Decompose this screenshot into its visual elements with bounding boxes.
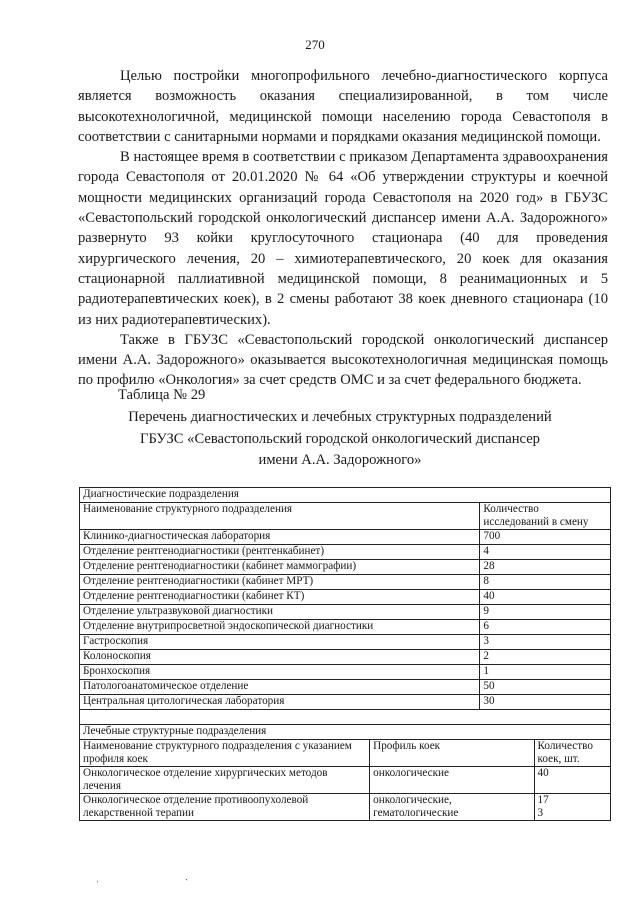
treatment-header-row: [80, 740, 611, 767]
treatment-section-label: Лечебные структурные подразделения: [80, 725, 611, 740]
treatment-row-value: 40: [534, 767, 611, 794]
table-row: [80, 545, 611, 560]
treatment-col-count: Количество коек, шт.: [534, 740, 611, 767]
table-title-line-1: Перечень диагностических и лечебных структурных подразделений: [128, 409, 552, 425]
table-row: [80, 695, 611, 710]
body-text: [78, 66, 608, 391]
table-row: [80, 575, 611, 590]
paragraph-3: Также в ГБУЗС «Севастопольский городской онкологический диспансер имени А.А. Задорожного» оказывается высокотехнологичная медицинская помощь по профилю «Онкология» за счет средств ОМС и за счет федерального бюджета.: [78, 331, 608, 389]
diagnostic-row-value: 9: [480, 605, 611, 620]
diagnostic-row-value: 8: [480, 575, 611, 590]
diagnostic-row-name: Отделение рентгенодиагностики (кабинет МРТ): [80, 575, 480, 590]
diagnostic-row-value: 700: [480, 530, 611, 545]
diagnostic-row-value: 50: [480, 680, 611, 695]
diagnostic-header-row: [80, 503, 611, 530]
spacer-cell: [80, 710, 611, 725]
table-row: [80, 620, 611, 635]
table-row: [80, 560, 611, 575]
diagnostic-row-name: Отделение рентгенодиагностики (кабинет КТ): [80, 590, 480, 605]
diagnostic-row-name: Колоноскопия: [80, 650, 480, 665]
table-title-line-2: ГБУЗС «Севастопольский городской онкологический диспансер: [140, 430, 540, 447]
diagnostic-row-name: Отделение рентгенодиагностики (рентгенкабинет): [80, 545, 480, 560]
diagnostic-row-value: 28: [480, 560, 611, 575]
table-row: [80, 605, 611, 620]
treatment-row-profile: онкологические, гематологические: [370, 794, 534, 821]
scan-mark: ˌ: [96, 872, 100, 883]
paragraph-1: Целью постройки многопрофильного лечебно-диагностического корпуса является возможность оказания специализированной, в том числе высокотехнологичной, медицинской помощи населению города Севастополя в соответствии с санитарными нормами и порядками оказания медицинской помощи.: [78, 68, 608, 145]
treatment-row-value: 17 3: [534, 794, 611, 821]
table-row: [80, 635, 611, 650]
table-row: [80, 590, 611, 605]
diagnostic-row-name: Отделение ультразвуковой диагностики: [80, 605, 480, 620]
diagnostic-row-name: Отделение внутрипросветной эндоскопической диагностики: [80, 620, 480, 635]
diagnostic-row-value: 6: [480, 620, 611, 635]
scan-mark: ˏ: [185, 870, 189, 881]
page-number: 270: [305, 37, 325, 52]
table-row: [80, 794, 611, 821]
diagnostic-row-name: Патологоанатомическое отделение: [80, 680, 480, 695]
treatment-col-name: Наименование структурного подразделения с указанием профиля коек: [80, 740, 370, 767]
diagnostic-row-value: 4: [480, 545, 611, 560]
diagnostic-row-name: Бронхоскопия: [80, 665, 480, 680]
diagnostic-row-value: 2: [480, 650, 611, 665]
diagnostic-section-label: Диагностические подразделения: [80, 488, 611, 503]
table-row: [80, 530, 611, 545]
diagnostic-col-name: Наименование структурного подразделения: [80, 503, 480, 530]
diagnostic-row-value: 1: [480, 665, 611, 680]
table-row: [80, 767, 611, 794]
treatment-col-profile: Профиль коек: [370, 740, 534, 767]
treatment-row-name: Онкологическое отделение хирургических методов лечения: [80, 767, 370, 794]
spacer-row: [80, 710, 611, 725]
diagnostic-section-row: [80, 488, 611, 503]
treatment-row-name: Онкологическое отделение противоопухолевой лекарственной терапии: [80, 794, 370, 821]
diagnostic-row-value: 30: [480, 695, 611, 710]
diagnostic-col-count: Количество исследований в смену: [480, 503, 611, 530]
diagnostic-table: [79, 487, 611, 725]
diagnostic-row-name: Отделение рентгенодиагностики (кабинет маммографии): [80, 560, 480, 575]
diagnostic-row-value: 3: [480, 635, 611, 650]
table-row: [80, 650, 611, 665]
table-title: [70, 407, 610, 472]
diagnostic-row-name: Гастроскопия: [80, 635, 480, 650]
diagnostic-row-name: Клинико-диагностическая лаборатория: [80, 530, 480, 545]
treatment-table: [79, 724, 611, 821]
table-caption: Таблица № 29: [118, 387, 206, 403]
table-row: [80, 680, 611, 695]
paragraph-2: В настоящее время в соответствии с приказом Департамента здравоохранения города Севастополя от 20.01.2020 № 64 «Об утверждении структуры и коечной мощности медицинских организаций города Севастополя на 2020 год» в ГБУЗС «Севастопольский городской онкологический диспансер имени А.А. Задорожного» развернуто 93 койки круглосуточного стационара (40 для проведения хирургического лечения, 20 – химиотерапевтического, 20 коек для оказания стационарной паллиативной медицинской помощи, 8 реанимационных и 5 радиотерапевтических коек), в 2 смены работают 38 коек дневного стационара (10 из них радиотерапевтических).: [78, 149, 608, 328]
table-title-line-3: имени А.А. Задорожного»: [258, 452, 422, 468]
diagnostic-row-name: Центральная цитологическая лаборатория: [80, 695, 480, 710]
treatment-section-row: [80, 725, 611, 740]
treatment-row-profile: онкологические: [370, 767, 534, 794]
diagnostic-row-value: 40: [480, 590, 611, 605]
table-row: [80, 665, 611, 680]
